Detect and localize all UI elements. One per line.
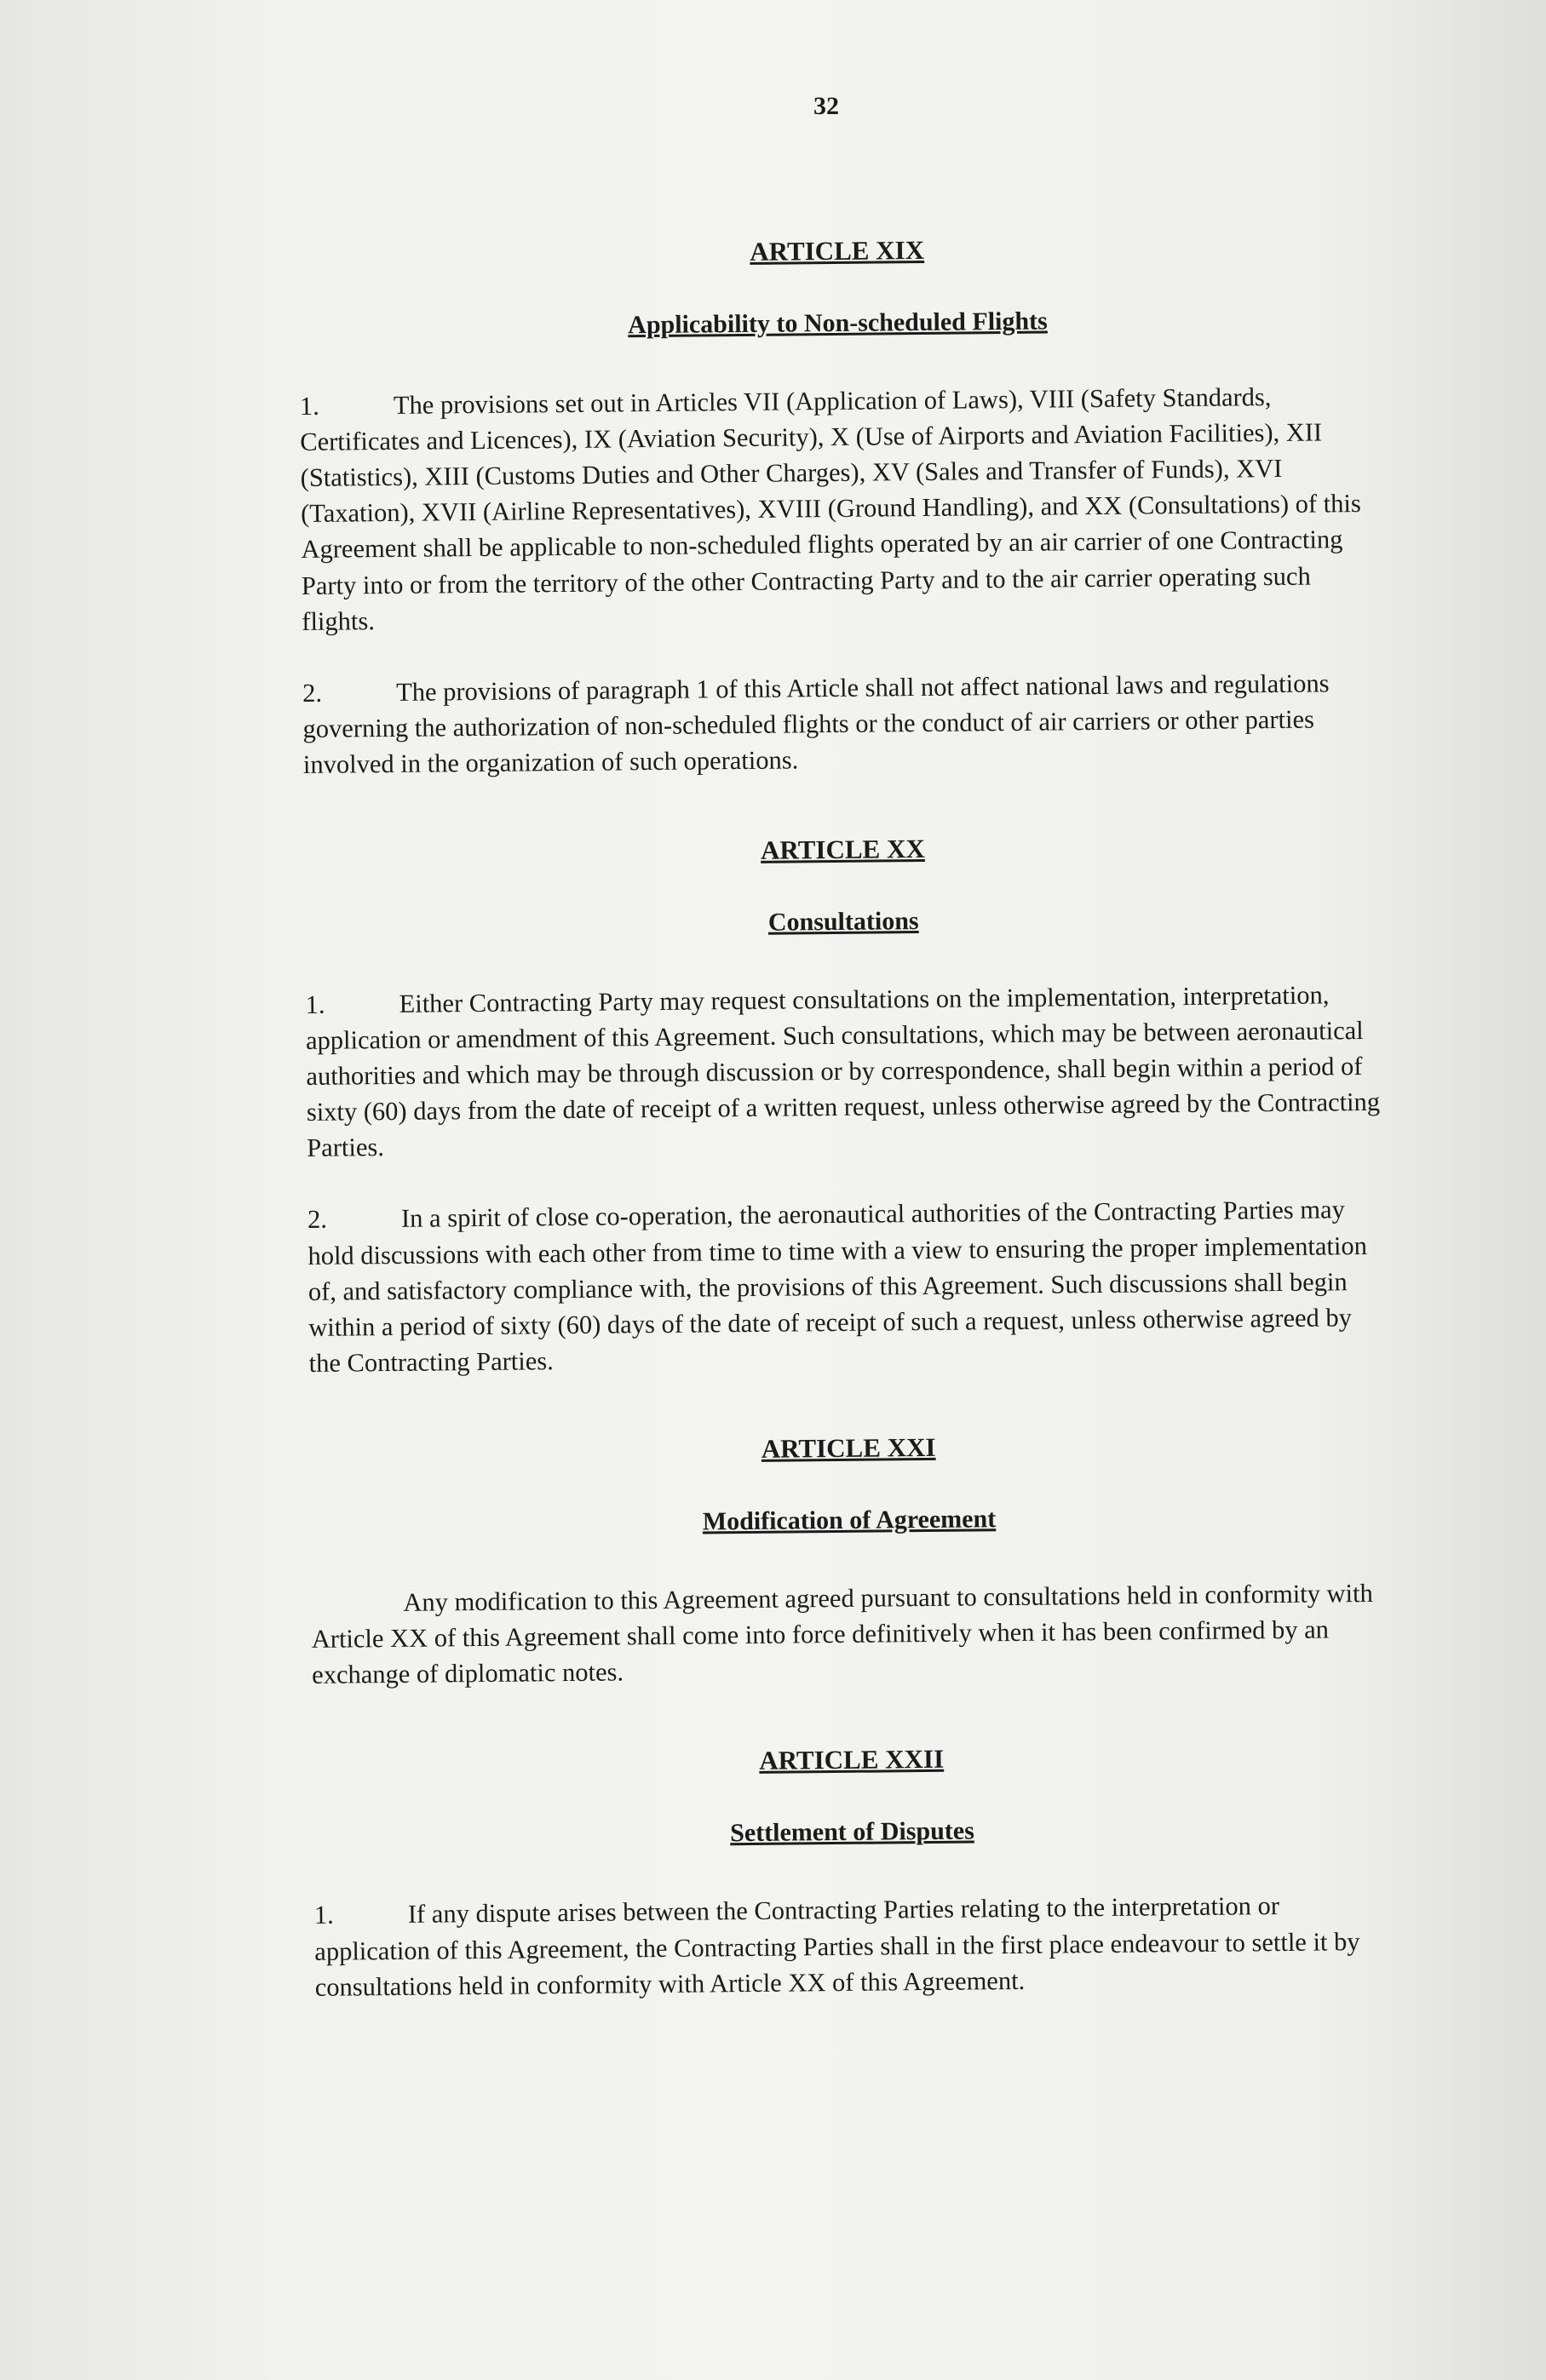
- article-title: Settlement of Disputes: [730, 1816, 974, 1848]
- article-heading: ARTICLE XX: [760, 833, 925, 865]
- paragraph-number: 2.: [307, 1205, 328, 1235]
- paragraph-text: The provisions set out in Articles VII (Application of Laws), VIII (Safety Standards, Certificates and Licences), IX (Aviation Security), X (Use of Airports and Aviation Facilities), XII (Statistics), XIII (Customs Duties and Other Charges), XV (Sales and Transfer of Funds), XVI (Taxation), XVII (Airline Representatives), XVIII (Ground Handling), and XX (Consultations) of this Agreement shall be applicable to non-scheduled flights operated by an air carrier of one Contracting Party into or from the territory of the other Contracting Party and to the air carrier operating such flights.: [300, 382, 1361, 636]
- paragraph-text: Either Contracting Party may request consultations on the implementation, interpretation, application or amendment of this Agreement. Such consultations, which may be between aeronautical authorities and which may be through discussion or by correspondence, shall begin within a period of sixty (60) days from the date of receipt of a written request, unless otherwise agreed by the Contracting Parties.: [305, 980, 1381, 1163]
- article-xix: [298, 228, 1381, 783]
- article-heading: ARTICLE XXII: [759, 1744, 945, 1776]
- paragraph-text: In a spirit of close co-operation, the aeronautical authorities of the Contracting Parties may hold discussions with each other from time to time with a view to ensuring the proper implementation of, and satisfactory compliance with, the provisions of this Agreement. Such discussions shall begin within a period of sixty (60) days of the date of receipt of such a request, unless otherwise agreed by the Contracting Parties.: [307, 1195, 1368, 1378]
- page-number: 32: [813, 92, 839, 120]
- paragraph: [300, 378, 1380, 639]
- paragraph-number: 1.: [313, 1901, 334, 1930]
- paragraph: [302, 665, 1381, 783]
- paragraph: [311, 1575, 1389, 1693]
- article-xxii: [313, 1737, 1393, 2005]
- paragraph: [314, 1887, 1393, 2004]
- article-heading: ARTICLE XIX: [750, 234, 925, 267]
- paragraph-text: The provisions of paragraph 1 of this Article shall not affect national laws and regulations governing the authorization of non-scheduled flights or the conduct of air carriers or other parties involved in the organization of such operations.: [302, 668, 1330, 779]
- article-xxi: [309, 1425, 1389, 1694]
- paragraph: [305, 977, 1384, 1167]
- paragraph: [307, 1191, 1387, 1381]
- paragraph-number: 2.: [302, 678, 323, 708]
- paragraph-text: If any dispute arises between the Contracting Parties relating to the interpretation or application of this Agreement, the Contracting Parties shall in the first place endeavour to settle it by consultations held in conformity with Article XX of this Agreement.: [314, 1891, 1360, 2002]
- paragraph-text: Any modification to this Agreement agreed pursuant to consultations held in conformity with Article XX of this Agreement shall come into force definitively when it has been confirmed by an exchange of diplomatic notes.: [311, 1578, 1373, 1690]
- paragraph-number: 1.: [305, 989, 325, 1020]
- article-heading: ARTICLE XXI: [761, 1431, 936, 1464]
- document-body: [298, 228, 1393, 2060]
- article-title: Applicability to Non-scheduled Flights: [628, 307, 1048, 340]
- article-title: Consultations: [767, 906, 919, 937]
- article-xx: [304, 827, 1387, 1381]
- article-title: Modification of Agreement: [702, 1504, 997, 1536]
- paragraph-number: 1.: [299, 391, 319, 422]
